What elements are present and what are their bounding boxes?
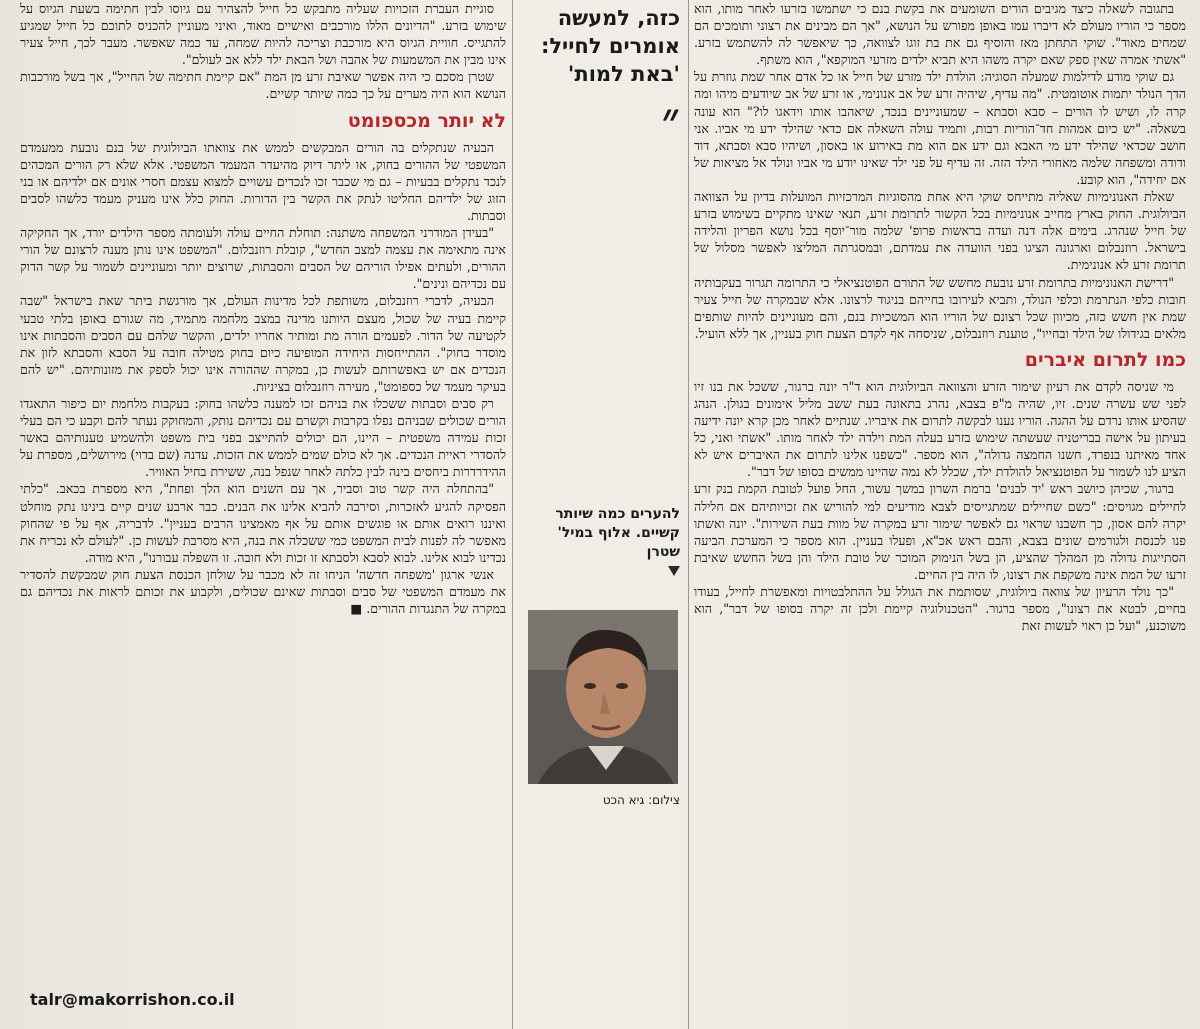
paragraph: הבעיה שנתקלים בה הורים המבקשים לממש את צוואתו הביולוגית של בנם נובעת ממעמדם המשפטי של ההורים בחוק, או ליתר דיוק מהיעדר המעמד המשפטי. אלא שלא רק הורים המכהים לנכד נתקלים בבעיות – גם מי שכבר זכו לנכדים עשויים למצוא עצמם חסרי אונים אם ילדיהם או בני הזוג של ילדיהם החליטו לנתק את הקשר בין הדורות. החוק כלל אינו מעניק מעמד כלשהו לסבים וסבתות. [20,139,506,223]
sidebar-column [520,0,680,1029]
paragraph: שאלת האנונימיות שאליה מתייחס שוקי היא אחת מהסוגיות המרכזיות המועלות בדיון על הצוואה הביולוגית. החוק בארץ מחייב אנונימיות בכל הקשור לתרומת זרע, תנאי שאינו מתקיים בשימוש בזרע של חייל שנהרג. בימים אלה דנה ועדה בראשות פרופ' שלמה מור־יוסף בכל נושא הפריון והלידה בישראל. רוזנבלום וארגונה הציגו בפני הוועדה את עמדתם, ובמסגרתה המליצו לאפשר מסלול של תרומת זרע לא אנונימית. [694,189,1186,273]
portrait-photo [528,610,678,784]
paragraph: ברגור, שכיהן כיושב ראש 'יד לבנים' ברמת השרון במשך עשור, החל פועל לטובת הקמת בנק זרע לחיילים מגויסים: "כשם שחיילים שמתגייסים לצבא מודיעים למי להוריש את זכויותיהם אם חלילה יקרה להם אסון, כך חשבנו שראוי גם לאפשר שימור זרע במקרה של מוות בעת השירות". יונה ואשתו פנו לכנסת ולגורמים שונים בצבא, והבם ראש אכ"א, ופעלו בעניין. הוא מספר כי המערכת הביעה הסתייגות גדולה מן המהלך שהציע, הן בשל הנימוק המוכר של טובת הילד והן בשל החשש שאיבת זרעו של המת אינה משקפת את רצונו, לו היה בין החיים. [694,481,1186,582]
paragraph: אנשי ארגון 'משפחה חדשה' הניחו זה לא מכבר על שולחן הכנסת הצעת חוק שמבקשת להסדיר את מעמדם המשפטי של סבים וסבתות שאינם שכולים, ולקבוע את זכותם לראות את נכדיהם גם במקרה של התנגדות ההורים. ■ [20,566,506,617]
paragraph: "דרישת האנונימיות בתרומת זרע נובעת מחשש של התורם הפוטנציאלי כי התרומה תגרור בעקבותיה חובות כלפי הנתרמת וכלפי הנולד, ותביא לעירובו בחייהם בניגוד לרצונו. אלא שבמקרה של חייל צעיר שמת אין חשש כזה, מכיוון שכל רצונם של הוריו הוא המשכיות בנם, והם מעוניינים להיות שותפים מלאים בגידולו של הילד ובחייו", טוענת רוזנבלום, שניסחה אף לקדם הצעת חוק בעניין, אך ללא הועיל. [694,274,1186,341]
caption-text: להערים כמה שיותר קשיים. אלוף במיל' שטרן [555,506,680,560]
author-email[interactable]: talr@makorrishon.co.il [30,990,235,1009]
paragraph: בתגובה לשאלה כיצד מגיבים הורים השומעים את בקשת בנם כי ישתמשו בזרעו לאחר מותו, הוא מספר כי הוריו מעולם לא דיברו עמו באופן מפורש על הנושא, "אך הם מבינים את רצוני ותומכים הם שמחים מאוד". שוקי התחתן מאז והוסיף גם את בת זוגו לצוואה, כך שיאפשר לה להשתמש בזרע. "אשתי אמרה שאין ספק שאם יקרה משהו היא תביא ילדים מזרעי המוקפא", הוא משתף. [694,1,1186,68]
paragraph: שטרן מסכם כי היה אפשר שאיבת זרע מן המת "אם קיימת חתימה של החייל", אך בשל מורכבות הנושא הוא היה מערים על כך כמה שיותר קשיים. [20,69,506,102]
column-divider [688,0,689,1029]
column-divider [512,0,513,1029]
arrow-down-icon [668,566,680,576]
article-column-left [20,0,506,1029]
paragraph: "בעידן המודרני המשפחה משתנה: תוחלת החיים עולה ולעומתה מספר הילדים יורד, אך החקיקה אינה מתאימה את עצמה למצב החדש", קובלת רוזנבלום. "המשפט אינו נותן מענה לרצונם של הורי ההורים, ולעתים אפילו הוריהם של הסבים והסבתות, שרוצים יותר ומעוניינים לשמור על קשר הדוק עם נכדיהם ונינים". [20,225,506,292]
paragraph: "בהתחלה היה קשר טוב וסביר, אך עם השנים הוא הלך ופחת", היא מספרת בכאב. "כלתי הפסיקה להגיע לאזכרות, וסירבה להביא אלינו את הבנים. כבר ארבע שנים קיים בינינו נתק מוחלט ואיננו רואים אותם או פוגשים אותם על אף מאמצינו הרבים בעניין". לדבריה, אף על פי שהחוק מאפשר לה לפנות לבית המשפט כמי ששכלה את בנה, היא מסרבת לעשות כן. "לעולם לא נכריח את נכדינו לבוא אלינו. לבוא לסבא ולסבתא זו זכות ולא חובה. זו השפלה עבורנו", היא מודה. [20,481,506,565]
paragraph: סוגיית העברת הזכויות שעליה מתבקש כל חייל להצהיר עם גיוסו לבין חתימה בשעת הגיוס על שימוש בזרע. "הדיונים הללו מורכבים ואישיים מאוד, ואיני מעוניין להכניס לתוכם כל חייל שמגיע להתגייס. חוויית הגיוס היא מורכבת וצריכה להיות שמחה, עד כמה שאפשר. מעבר לכך, חייל צעיר אינו מבין את המשמעות של אהבה ושל הבאת ילד ללא אב לעולם". [20,1,506,68]
paragraph: "כך נולד הרעיון של צוואה ביולוגית, שסותמת את הגולל על ההתלבטויות ומאפשרת לחייל, בעודו בחיים, לבטא את רצונו", מספר ברגור. "הטכנולוגיה קיימת ולכן זה יקרה בסופו של דבר", הוא משוכנע, "ועל כן ראוי לעשות זאת [694,584,1186,634]
paragraph: הבעיה, לדברי רוזנבלום, משותפת לכל מדינות העולם, אך מורגשת ביתר שאת בישראל "שבה קיימת בעיה של שכול, מעצם היותנו מדינה במצב מלחמה מתמיד, מה שגורם באופן בלתי טבעי לקטיעה של הדור. לפעמים הורה מת ומותיר אחריו ילדים, והקשר שלהם עם הסבים והסבתות אינו מוסדר בחוק". ההתייחסות היחידה המופיעה כיום בחוק מטילה חובה על הסבא והסבתא לזון את הנכדים אם יש באפשרותם לעשות כן, במקרה שההורה אינו יכול לספק את מזונותיהם. "יש להם בעיקר מעמד של כספומט", מעירה רוזנבלום בציניות. [20,293,506,394]
quote-mark-icon: ״ [661,92,680,148]
paragraph: גם שוקי מודע לדילמות שמעלה הסוגיה: הולדת ילד מזרע של חייל או כל אדם אחר שמת גוזרת על הדך הנולד יתמות אוטומטית. "מה עדיף, שיהיה זרע של אב אנונימי, או זרע של אב שיודעים מיהו ומה קרה לו, ושיש לו הורים – סבא וסבתא – שמעוניינים בנכד, שיאהבו אותו וידאגו לו?" הוא עונה בשאלה. "יש כיום אמהות חד־הוריות רבות, ותמיד עולה השאלה אם כדאי שהילד ידע מי אביו. אני חושב שכדאי שהילד ידע מי האבא וגם ידע אם הוא מת באירוע או באסון, ושיהיו סבא וסבתא, דוד ודודה ומשפחה שלמה מאחורי הילד הזה. זה עדיף על פני ילד שאינו יודע מי אביו ונולד אל מציאות של אם יחידה", הוא קובע. [694,69,1186,187]
pull-quote: כזה, למעשה אומרים לחייל: 'באת למות' [540,6,680,86]
photo-caption [520,505,680,576]
article-column-right [694,0,1186,1029]
portrait-illustration [528,610,678,784]
photo-credit: צילום: גיא הכט [602,793,680,807]
paragraph: מי שניסה לקדם את רעיון שימור הזרע והצוואה הביולוגית הוא ד"ר יונה ברגור, ששכל את בנו זיו לפני שש עשרה שנים. זיו, שהיה מ"פ בצבא, נהרג בתאונה בעת ששב מליל אימונים בגולן. הנהג שהסיע אותו נרדם על ההגה. הוריו נענו לבקשה לתרום את איבריו. שנתיים לאחר מכן קרא יונה ידיעה בעיתון על אישה בבריטניה שעשתה שימוש בזרע בעלה המת וילדה ילד לאחר מותו. "אשתי ואני, כל אחד מאיתנו בנפרד, חשנו החמצה גדולה", הוא מספר. "כשפנו אלינו לתרום את האיברים איש לא הציע לנו לשמור על הפוטנציאל להולדת ילד, שכלל לא נמה שהיינו ממשים בסופו של דבר". [694,378,1186,480]
section-subhead: כמו לתרום איברים [1024,348,1186,371]
section-subhead: לא יותר מכספומט [347,109,506,132]
paragraph: רק סבים וסבתות ששכלו את בניהם זכו למענה כלשהו בחוק: בעקבות מלחמת יום כיפור התאגדו הורים שכולים שבניהם נפלו בקרבות וקשרם עם נכדיהם נותק, והמחוקק נעתר להם וקבע כי הם בעלי זכות עמידה משפטית – היינו, הם יכולים להתייצב בפני בית משפט ולהשמיע טענותיהם באשר להסדרי ראיית הנכדים. אך לא כולם שמים לממש את הזכות. עדנה (שם בדוי) מירושלים, מספרת על ההידרדרות ביחסים בינה לבין כלתה לאחר שנפל בנה, ששירת בחיל האוויר. [20,395,506,480]
